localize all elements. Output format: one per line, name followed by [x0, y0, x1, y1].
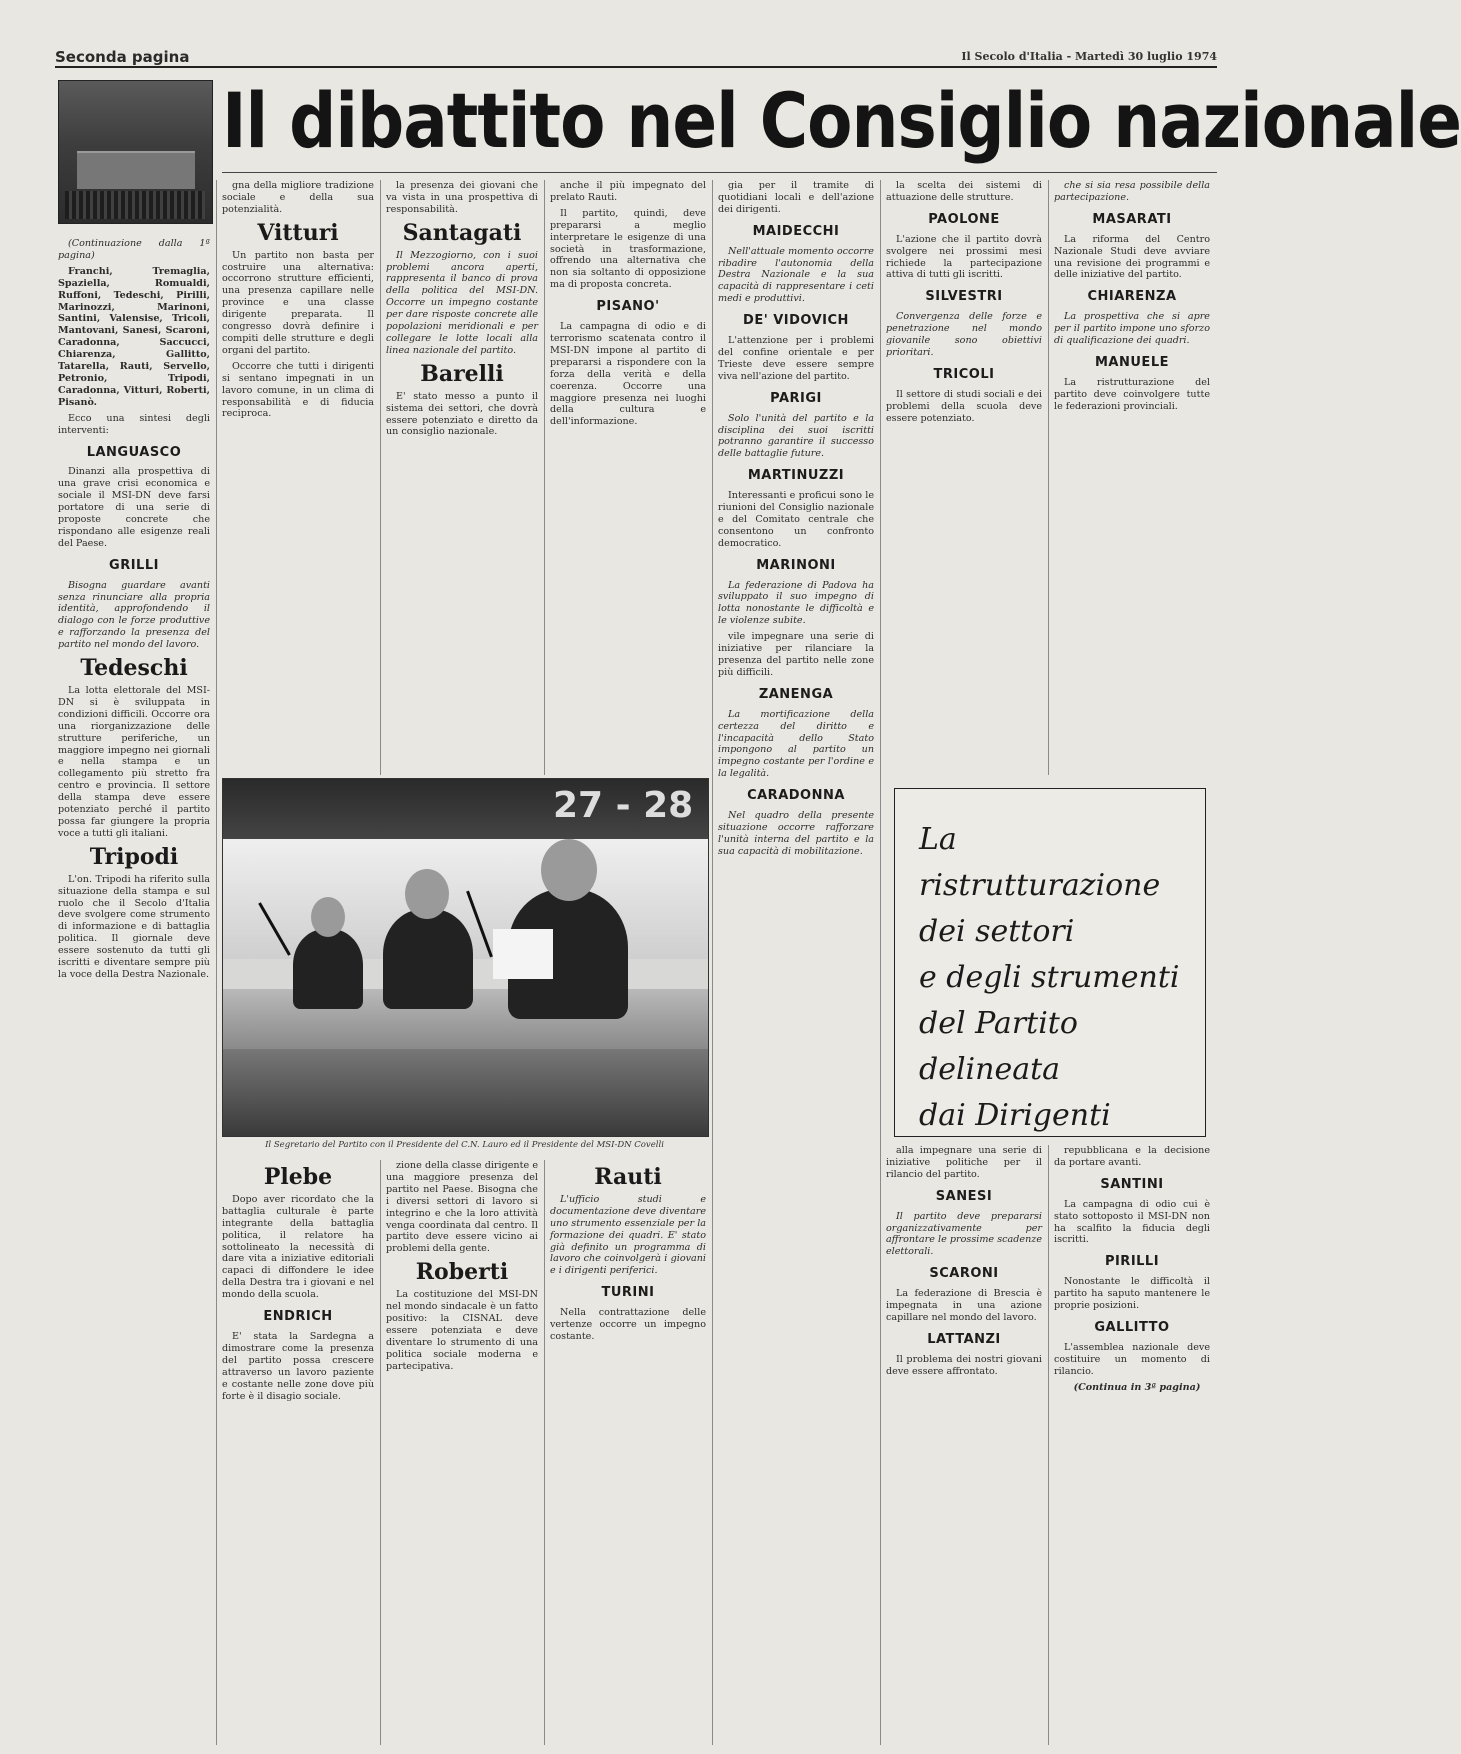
- top-bar: [55, 46, 1217, 68]
- col6-lower-text: alla impegnare una serie di iniziative politiche per il rilancio del partito.: [886, 1145, 1042, 1180]
- subhead-lattanzi: LATTANZI: [927, 1331, 1001, 1347]
- pull-quote-box: [894, 788, 1206, 1137]
- subhead-martinuzzi: MARTINUZZI: [747, 468, 845, 484]
- subhead-pirilli: PIRILLI: [1104, 1254, 1160, 1270]
- col5-opening: gia per il tramite di quotidiani locali e dell'azione dei dirigenti.: [718, 180, 874, 215]
- page-headline: Il dibattito nel Consiglio nazionale: [222, 76, 1461, 166]
- text-gallitto: L'assemblea nazionale deve costituire un momento di rilancio.: [1054, 1341, 1210, 1377]
- column-2: [222, 180, 374, 772]
- subhead-rauti: Rauti: [594, 1164, 662, 1190]
- continuation-note: (Continuazione dalla 1ª pagina): [58, 238, 210, 261]
- subhead-tricoli: TRICOLI: [933, 366, 995, 382]
- text-caradonna: Nel quadro della presente situazione occorre rafforzare l'unità interna del partito e la sua capacità di mobilitazione.: [718, 810, 874, 857]
- text-rauti: L'ufficio studi e documentazione deve diventare uno strumento essenziale per la formazione dei quadri. E' stato già definito un programma di lavoro che coinvolgerà i giovani e i dirigenti periferici.: [550, 1193, 706, 1277]
- col4-text-1: Il partito, quindi, deve prepararsi a meglio interpretare le esigenze di una società in trasformazione, offrendo una alternativa che non sia soltanto di opposizione ma di proposta concreta.: [550, 207, 706, 291]
- col3-opening: la presenza dei giovani che va vista in una prospettiva di responsabilità.: [386, 180, 538, 215]
- text-plebe: Dopo aver ricordato che la battaglia culturale è parte integrante della battaglia politica, il relatore ha sottolineato la necessità di dare vita a iniziative editoriali capaci di diffondere le idee della Destra tra i giovani e nel mondo della scuola.: [222, 1193, 374, 1301]
- continued-note: (Continua in 3ª pagina): [1073, 1381, 1201, 1393]
- subhead-chiarenza: CHIARENZA: [1087, 289, 1177, 305]
- subhead-marinoni: MARINONI: [756, 557, 836, 573]
- subhead-endrich: ENDRICH: [263, 1309, 333, 1325]
- subhead-languasco: LANGUASCO: [86, 444, 182, 460]
- subhead-gallitto: GALLITTO: [1094, 1319, 1170, 1335]
- subhead-silvestri: SILVESTRI: [925, 289, 1003, 305]
- text-devidovich: L'attenzione per i problemi del confine orientale e per Trieste deve essere sempre viva nell'azione del partito.: [718, 335, 874, 382]
- speakers-list: Franchi, Tremaglia, Spaziella, Romualdi, Ruffoni, Tedeschi, Pirilli, Marinozzi, Marinoni, Santini, Valensise, Tricoli, Mantovani, Sanesi, Scaroni, Caradonna, Saccucci, Chiarenza, Gallitto, Tatarella, Rauti, Servello, Petronio, Tripodi, Caradonna, Vitturi, Roberti, Pisanò.: [58, 265, 210, 408]
- subhead-plebe: Plebe: [263, 1164, 333, 1190]
- subhead-zanenga: ZANENGA: [758, 686, 834, 702]
- text-tedeschi: La lotta elettorale del MSI-DN si è sviluppata in condizioni difficili. Occorre ora una riorganizzazione delle strutture periferiche, un maggiore impegno nei giornali e nella stampa e un collegamento più stretto fra centro e provincia. Il settore della stampa deve essere potenziato perché il partito possa far giungere la propria voce a tutti gli italiani.: [58, 685, 210, 839]
- summary-intro: Ecco una sintesi degli interventi:: [58, 412, 210, 436]
- text-turini: Nella contrattazione delle vertenze occorre un impegno costante.: [550, 1307, 706, 1342]
- section-label: Seconda pagina: [55, 48, 190, 66]
- text-parigi: Solo l'unità del partito e la disciplina dei suoi iscritti potranno garantire il successo delle battaglie future.: [718, 412, 874, 460]
- col5-lower-text: vile impegnare una serie di iniziative per rilanciare la presenza del partito nelle zone più difficili.: [718, 631, 874, 678]
- subhead-parigi: PARIGI: [770, 390, 822, 406]
- text-languasco: Dinanzi alla prospettiva di una grave crisi economica e sociale il MSI-DN deve farsi portatore di una serie di proposte concrete che rispondano alle esigenze reali del Paese.: [58, 466, 210, 549]
- masthead-date: Il Secolo d'Italia - Martedì 30 luglio 1974: [961, 50, 1217, 63]
- column-1: [58, 238, 210, 1743]
- text-marinoni: La federazione di Padova ha sviluppato il suo impegno di lotta nonostante le difficoltà e le violenze subite.: [718, 579, 874, 627]
- col4-opening: anche il più impegnato del prelato Rauti.: [550, 180, 706, 203]
- photo-caption: Il Segretario del Partito con il Presidente del C.N. Lauro ed il Presidente del MSI-DN Covelli: [265, 1140, 664, 1150]
- column-2-lower: [222, 1160, 374, 1745]
- text-vitturi: Un partito non basta per costruire una alternativa: occorrono strutture efficienti, una presenza capillare nelle province e una classe dirigente preparata. Il congresso dovrà definire i compiti delle strutture e degli organi del partito.: [222, 249, 374, 356]
- pull-quote-line-2: dei settori: [919, 914, 1075, 949]
- column-4: [550, 180, 706, 772]
- subhead-santini: SANTINI: [1100, 1176, 1164, 1192]
- text-endrich: E' stata la Sardegna a dimostrare come la presenza del partito possa crescere attraverso un lavoro paziente e costante nelle zone dove più forte è il disagio sociale.: [222, 1330, 374, 1402]
- text-silvestri: Convergenza delle forze e penetrazione nel mondo giovanile sono obiettivi prioritari.: [886, 311, 1042, 358]
- column-6: [886, 180, 1042, 775]
- column-7: [1054, 180, 1210, 775]
- subhead-santagati: Santagati: [402, 219, 522, 246]
- text-pisano: La campagna di odio e di terrorismo scatenata contro il MSI-DN impone al partito di prepararsi a rispondere con la forza della verità e della coerenza. Occorre una maggiore presenza nei luoghi della cultura e dell'informazione.: [550, 321, 706, 428]
- pull-quote-line-1: La ristrutturazione: [919, 822, 1161, 903]
- column-3-lower: [386, 1160, 538, 1745]
- text-roberti: La costituzione del MSI-DN nel mondo sindacale è un fatto positivo: la CISNAL deve essere potenziata e deve diventare lo strumento di una politica sociale moderna e partecipativa.: [386, 1289, 538, 1372]
- text-barelli: E' stato messo a punto il sistema dei settori, che dovrà essere potenziato e diretto da un consiglio nazionale.: [386, 390, 538, 438]
- subhead-vitturi: Vitturi: [257, 219, 339, 246]
- pull-quote: [919, 817, 1199, 1139]
- text-tripodi: L'on. Tripodi ha riferito sulla situazione della stampa e sul ruolo che il Secolo d'Italia deve svolgere come strumento di informazione e di battaglia politica. Il giornale deve essere sostenuto da tutti gli iscritti e diventare sempre più la voce della Destra Nazionale.: [58, 873, 210, 980]
- subhead-pisano: PISANO': [596, 299, 660, 315]
- column-5: [718, 180, 874, 1745]
- pull-quote-line-3: e degli strumenti: [919, 960, 1180, 995]
- text-chiarenza: La prospettiva che si apre per il partito impone uno sforzo di qualificazione dei quadri.: [1054, 311, 1210, 347]
- subhead-grilli: GRILLI: [109, 557, 159, 573]
- subhead-tedeschi: Tedeschi: [80, 655, 188, 682]
- col3-lower-text: zione della classe dirigente e una maggiore presenza del partito nel Paese. Bisogna che i diversi settori di lavoro si integrino e che la loro attività venga coordinata dal centro. Il partito deve essere vicino ai problemi della gente.: [386, 1160, 538, 1255]
- col6-opening: la scelta dei sistemi di attuazione delle strutture.: [886, 180, 1042, 203]
- text-zanenga: La mortificazione della certezza del diritto e l'incapacità dello Stato impongono al partito un impegno costante per l'ordine e la legalità.: [718, 708, 874, 780]
- column-6-lower: [886, 1145, 1042, 1745]
- subhead-barelli: Barelli: [420, 360, 504, 387]
- text-tricoli: Il settore di studi sociali e dei problemi della scuola deve essere potenziato.: [886, 388, 1042, 424]
- subhead-paolone: PAOLONE: [928, 211, 1000, 227]
- text-scaroni: La federazione di Brescia è impegnata in una azione capillare nel mondo del lavoro.: [886, 1288, 1042, 1323]
- text-maidecchi: Nell'attuale momento occorre ribadire l'autonomia della Destra Nazionale e la sua capacità di rappresentare i ceti medi e produttivi.: [718, 245, 874, 305]
- text-pirilli: Nonostante le difficoltà il partito ha saputo mantenere le proprie posizioni.: [1054, 1276, 1210, 1312]
- column-7-lower: [1054, 1145, 1210, 1745]
- photo-banner-text: 27 - 28: [553, 785, 694, 826]
- subhead-maidecchi: MAIDECCHI: [752, 223, 840, 239]
- conference-hall-photo: [58, 80, 213, 224]
- text-santini: La campagna di odio cui è stato sottoposto il MSI-DN non ha scalfito la fiducia degli iscritti.: [1054, 1198, 1210, 1246]
- subhead-sanesi: SANESI: [935, 1188, 993, 1204]
- subhead-devidovich: DE' VIDOVICH: [743, 313, 849, 329]
- pull-quote-line-5: delineata: [919, 1052, 1061, 1087]
- text-vitturi-2: Occorre che tutti i dirigenti si sentano impegnati in un lavoro comune, in un clima di responsabilità e di fiducia reciproca.: [222, 360, 374, 420]
- text-lattanzi: Il problema dei nostri giovani deve essere affrontato.: [886, 1353, 1042, 1377]
- col7-lower-text: repubblicana e la decisione da portare avanti.: [1054, 1145, 1210, 1168]
- subhead-scaroni: SCARONI: [929, 1266, 999, 1282]
- speakers-photo: [222, 778, 709, 1137]
- subhead-tripodi: Tripodi: [89, 843, 179, 870]
- text-manuele: La ristrutturazione del partito deve coinvolgere tutte le federazioni provinciali.: [1054, 376, 1210, 412]
- text-sanesi: Il partito deve prepararsi organizzativamente per affrontare le prossime scadenze elettorali.: [886, 1210, 1042, 1258]
- column-4-lower: [550, 1160, 706, 1745]
- text-paolone: L'azione che il partito dovrà svolgere nei prossimi mesi richiede la partecipazione attiva di tutti gli iscritti.: [886, 233, 1042, 281]
- subhead-manuele: MANUELE: [1095, 354, 1169, 370]
- col7-opening: che si sia resa possibile della partecipazione.: [1054, 180, 1210, 203]
- pull-quote-line-6: dai Dirigenti: [919, 1098, 1111, 1133]
- subhead-roberti: Roberti: [415, 1259, 509, 1286]
- text-masarati: La riforma del Centro Nazionale Studi deve avviare una revisione dei programmi e delle iniziative del partito.: [1054, 233, 1210, 281]
- subhead-masarati: MASARATI: [1092, 211, 1172, 227]
- column-3: [386, 180, 538, 772]
- text-grilli: Bisogna guardare avanti senza rinunciare alla propria identità, approfondendo il dialogo con le forze produttive e rafforzando la presenza del partito nel mondo del lavoro.: [58, 579, 210, 651]
- text-santagati: Il Mezzogiorno, con i suoi problemi ancora aperti, rappresenta il banco di prova della politica del MSI-DN. Occorre un impegno costante per dare risposte concrete alle popolazioni meridionali e per collegare le lotte locali alla linea nazionale del partito.: [386, 249, 538, 356]
- pull-quote-line-4: del Partito: [919, 1006, 1078, 1041]
- subhead-caradonna: CARADONNA: [747, 788, 845, 804]
- text-martinuzzi: Interessanti e proficui sono le riunioni del Consiglio nazionale e del Comitato centrale che consentono un confronto democratico.: [718, 490, 874, 549]
- col2-opening: gna della migliore tradizione sociale e della sua potenzialità.: [222, 180, 374, 215]
- subhead-turini: TURINI: [601, 1285, 655, 1301]
